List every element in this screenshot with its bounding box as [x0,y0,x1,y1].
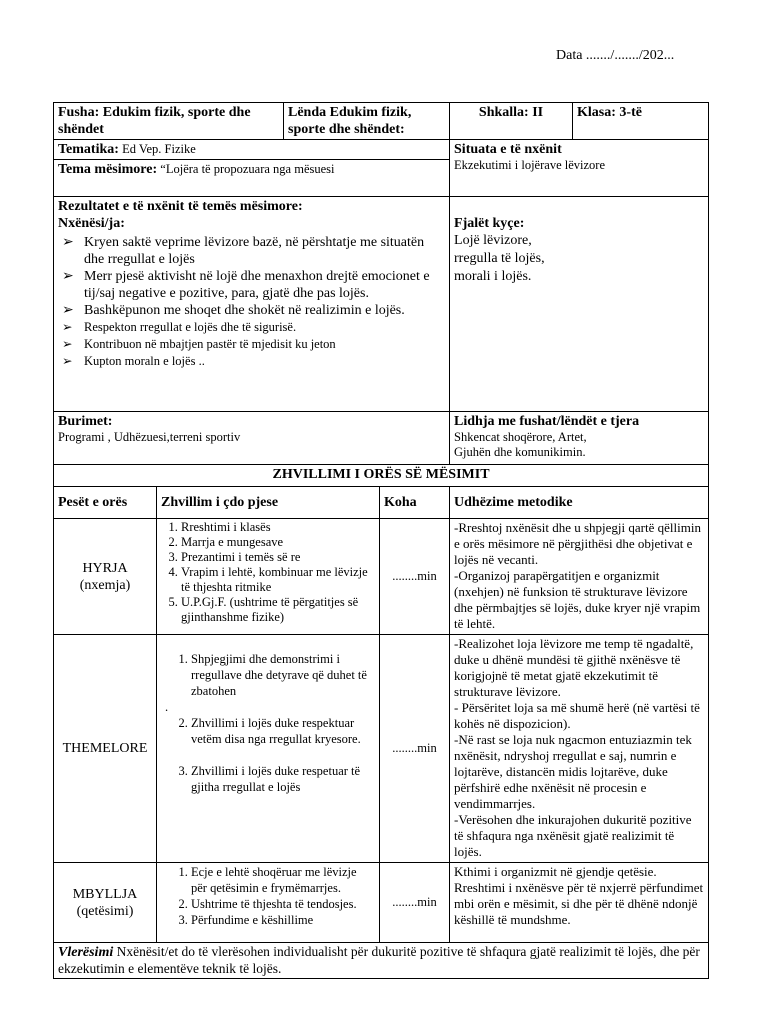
list-item: 2. Zhvillimi i lojës duke respektuar vetëm disa nga rregullat kryesore. [191,715,375,747]
udhezim-item: -Verësohen dhe inkurajohen dukuritë pozitive të shfaqura nga nxënësit gjatë realizimit të lojës. [454,812,692,859]
mbyllja-steps-cell [157,863,380,943]
col-udhezime: Udhëzime metodike [450,487,709,519]
vleresimi-label: Vlerësimi [58,945,114,960]
list-item: 3. Përfundime e këshillime [191,912,375,928]
vleresimi-value: Nxënësit/et do të vlerësohen individualisht për dukuritë pozitive të shfaqura gjatë realizimit të lojës, dhe për ekzekutimin e elementëve teknik të lojës. [58,944,700,976]
udhezim-item: -Organizoj parapërgatitjen e organizmit (nxehjen) në funksion të strukturave lëvizore dhe përmbajtjes së lojës, duke kryer një vrapim të lehtë. [454,568,701,631]
klasa-cell: Klasa: 3-të [573,103,709,140]
fjalet-label: Fjalët kyçe: [454,216,525,231]
list-item: 3. Prezantimi i temës së re [181,550,375,565]
hyrja-koha: ........min [380,519,450,635]
fjalet-cell [450,197,709,412]
keyword-item: morali i lojës. [454,269,532,284]
fusha-cell: Fusha: Edukim fizik, sporte dhe shëndet [54,103,284,140]
tematika-label: Tematika: [58,142,119,157]
rezultatet-list-extra [58,319,445,370]
situata-cell [450,140,709,197]
themelore-steps-2 [161,715,375,795]
tematika-cell [54,140,450,160]
list-item: ➢ Kontribuon në mbajtjen pastër të mjedisit ku jeton [84,336,445,353]
lidhja-cell [450,412,709,465]
themelore-koha: ........min [380,635,450,863]
hyrja-name: HYRJA [82,560,128,576]
list-item: 1. Ecje e lehtë shoqëruar me lëvizje për qetësimin e frymëmarrjes. [191,864,375,896]
tema-cell [54,160,450,197]
list-item: 4. Vrapim i lehtë, kombinuar me lëvizje të thjeshta ritmike [181,565,375,595]
rezultatet-label: Rezultatet e të nxënit të temës mësimore: [58,199,303,214]
hyrja-steps-cell [157,519,380,635]
hyrja-steps [161,520,375,625]
list-item: ➢ Respekton rregullat e lojës dhe të sigurisë. [84,319,445,336]
lenda-cell: Lënda Edukim fizik, sporte dhe shëndet: [284,103,450,140]
zhvillimi-title: ZHVILLIMI I ORËS SË MËSIMIT [54,465,709,487]
keyword-item: rregulla të lojës, [454,251,545,266]
list-item: ➢ Kryen saktë veprime lëvizore bazë, në përshtatje me situatën dhe rregullat e lojës [84,234,445,268]
hyrja-sub: (nxemja) [79,577,131,593]
themelore-steps-cell [157,635,380,863]
themelore-steps [161,651,375,699]
nxenesi-label: Nxënësi/ja: [58,216,125,231]
rezultatet-cell [54,197,450,412]
col-koha: Koha [380,487,450,519]
mbyllja-sub: (qetësimi) [76,903,134,919]
mbyllja-udhezime: Kthimi i organizmit në gjendje qetësie. Rreshtimi i nxënësve për të nxjerrë përfundimet mbi orën e mësimit, si dhe për të dhënë ndonjë këshillë të mundshme. [450,863,709,943]
burimet-cell [54,412,450,465]
list-item: 5. U.P.Gj.F. (ushtrime të përgatitjes së gjinthanshme fizike) [181,595,375,625]
lidhja-line: Shkencat shoqërore, Artet, [454,430,587,444]
lidhja-line: Gjuhën dhe komunikimin. [454,445,586,459]
themelore-name: THEMELORE [62,741,148,756]
udhezim-item: -Në rast se loja nuk ngacmon entuziazmin tek nxënësit, ndryshoj rregullat e saj, numrin e lojtarëve, distancën midis lojtarëve, duke përfshirë edhe nxënësit në procesin e vendimmarrjes. [454,732,692,811]
udhezim-item: - Përsëritet loja sa më shumë herë (në vartësi të kohës në dispozicion). [454,700,700,731]
situata-value: Ekzekutimi i lojërave lëvizore [454,158,605,172]
vleresimi-cell [54,943,709,979]
list-item: ➢ Bashkëpunon me shoqet dhe shokët në realizimin e lojës. [84,302,445,319]
burimet-label: Burimet: [58,414,113,429]
rezultatet-list-main [58,234,445,319]
lesson-plan-table [53,102,709,979]
mbyllja-steps [161,864,375,928]
situata-label: Situata e të nxënit [454,142,562,157]
list-item: 2. Marrja e mungesave [181,535,375,550]
tema-label: Tema mësimore: [58,162,158,177]
themelore-udhezime-cell [450,635,709,863]
hyrja-udhezime-cell [450,519,709,635]
udhezim-item: -Realizohet loja lëvizore me temp të ngadaltë, duke u dhënë mundësi të gjithë nxënësve të korigjojnë të metat gjatë ekzekutimit të strukturave lëvizore. [454,636,694,699]
udhezim-item: -Rreshtoj nxënësit dhe u shpjegji qartë qëllimin e orës mësimore në përgjithësi dhe objetivat e lojës në vecanti. [454,520,701,567]
mbyllja-name: MBYLLJA [72,886,138,902]
hyrja-cell [54,519,157,635]
tematika-value: Ed Vep. Fizike [118,142,196,156]
mbyllja-koha: ........min [380,863,450,943]
list-item: 1. Rreshtimi i klasës [181,520,375,535]
date-line: Data ......./......./202... [556,48,675,63]
col-zhvillim: Zhvillim i çdo pjese [157,487,380,519]
list-item: 3. Zhvillimi i lojës duke respetuar të gjitha rregullat e lojës [191,763,375,795]
mbyllja-cell [54,863,157,943]
list-item: ➢ Kupton moraln e lojës .. [84,353,445,370]
list-item: ➢ Merr pjesë aktivisht në lojë dhe menaxhon drejtë emocionet e tij/saj negative e pozitive, para, gjatë dhe pas lojës. [84,268,445,302]
burimet-value: Programi , Udhëzuesi,terreni sportiv [58,430,241,444]
list-item: 1. Shpjegjimi dhe demonstrimi i rregullave dhe detyrave që duhet të zbatohen [191,651,375,699]
list-item: 2. Ushtrime të thjeshta të tendosjes. [191,896,375,912]
themelore-cell [54,635,157,863]
tema-value: “Lojëra të propozuara nga mësuesi [157,162,335,176]
dot-mark: . [165,700,169,714]
shkalla-cell: Shkalla: II [450,103,573,140]
lidhja-label: Lidhja me fushat/lëndët e tjera [454,414,640,429]
keyword-item: Lojë lëvizore, [454,233,532,248]
col-peset: Pesët e orës [54,487,157,519]
